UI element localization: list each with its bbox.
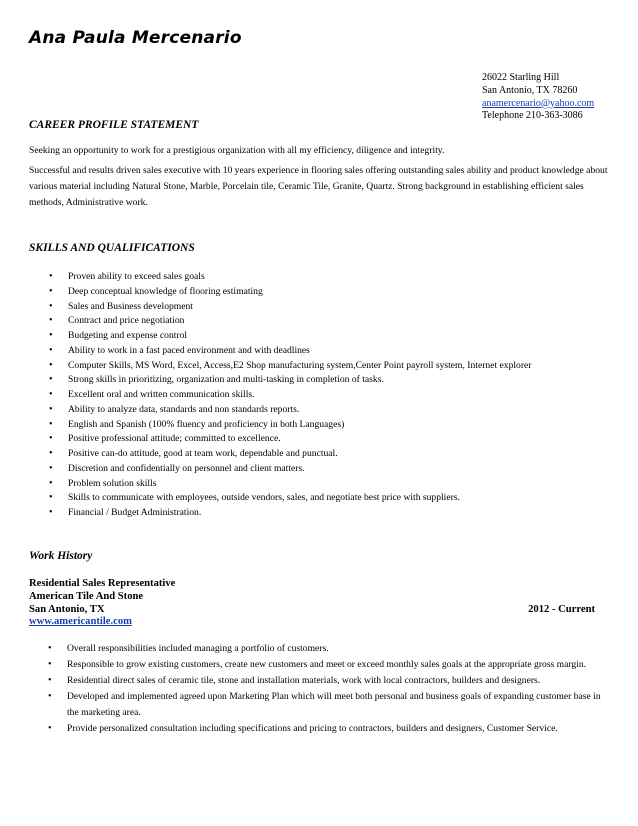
duty-item: • Provide personalized consultation including specifications and pricing to contractors, builders and designers, Customer Service. <box>48 721 608 737</box>
career-summary: Successful and results driven sales executive with 10 years experience in flooring sales offering outstanding sales ability and product knowledge about various material including Natural Stone, Marble, Porcelain tile, Ceramic Tile, Granite, Quartz. Strong background in establishing efficient sales methods, Administrative work. <box>29 165 608 208</box>
skill-item: • Proven ability to exceed sales goals <box>49 270 619 285</box>
contact-block <box>482 72 594 123</box>
career-heading: CAREER PROFILE STATEMENT <box>29 119 199 131</box>
skill-item: • Budgeting and expense control <box>49 329 619 344</box>
phone-number: Telephone 210-363-3086 <box>482 110 583 122</box>
skill-item: • Positive professional attitude; committed to excellence. <box>49 432 619 447</box>
skill-item: • Problem solution skills <box>49 477 619 492</box>
email-link[interactable]: anamercenario@yahoo.com <box>482 97 595 109</box>
job-title: Residential Sales Representative <box>29 578 176 589</box>
applicant-name: Ana Paula Mercenario <box>29 28 242 48</box>
duty-item: • Residential direct sales of ceramic tile, stone and installation materials, work with local contractors, builders and designers. <box>48 673 608 689</box>
skill-item: • Ability to work in a fast paced environment and with deadlines <box>49 344 619 359</box>
skills-list <box>49 270 619 521</box>
company-name: American Tile And Stone <box>29 590 144 602</box>
skill-item: • English and Spanish (100% fluency and proficiency in both Languages) <box>49 418 619 433</box>
skill-item: • Financial / Budget Administration. <box>49 506 619 521</box>
skill-item: • Excellent oral and written communication skills. <box>49 388 619 403</box>
duty-item: • Responsible to grow existing customers, create new customers and meet or exceed monthly sales goals at the appropriate gross margin. <box>48 657 608 673</box>
job-entry <box>29 578 595 629</box>
skill-item: • Skills to communicate with employees, outside vendors, sales, and negotiate best price with suppliers. <box>49 491 619 506</box>
skill-item: • Deep conceptual knowledge of flooring estimating <box>49 285 619 300</box>
address-line-2: San Antonio, TX 78260 <box>482 84 578 96</box>
skill-item: • Sales and Business development <box>49 300 619 315</box>
duty-item: • Developed and implemented agreed upon Marketing Plan which will meet both personal and business goals of expanding customer base in the marketing area. <box>48 689 608 721</box>
duty-item: • Overall responsibilities included managing a portfolio of customers. <box>48 641 608 657</box>
address-line-1: 26022 Starling Hill <box>482 72 560 83</box>
skill-item: • Discretion and confidentially on personnel and client matters. <box>49 462 619 477</box>
skill-item: • Computer Skills, MS Word, Excel, Access,E2 Shop manufacturing system,Center Point payroll system, Internet explorer <box>49 359 619 374</box>
career-objective: Seeking an opportunity to work for a prestigious organization with all my efficiency, diligence and integrity. <box>29 145 445 156</box>
job-location: San Antonio, TX <box>29 603 105 615</box>
company-website-link[interactable]: www.americantile.com <box>29 616 132 628</box>
job-dates: 2012 - Current <box>528 603 595 615</box>
skill-item: • Ability to analyze data, standards and non standards reports. <box>49 403 619 418</box>
skill-item: • Contract and price negotiation <box>49 314 619 329</box>
work-heading: Work History <box>29 550 93 562</box>
duties-list <box>48 641 608 737</box>
skill-item: • Strong skills in prioritizing, organization and multi-tasking in completion of tasks. <box>49 373 619 388</box>
skills-heading: SKILLS AND QUALIFICATIONS <box>29 242 195 254</box>
skill-item: • Positive can-do attitude, good at team work, dependable and punctual. <box>49 447 619 462</box>
